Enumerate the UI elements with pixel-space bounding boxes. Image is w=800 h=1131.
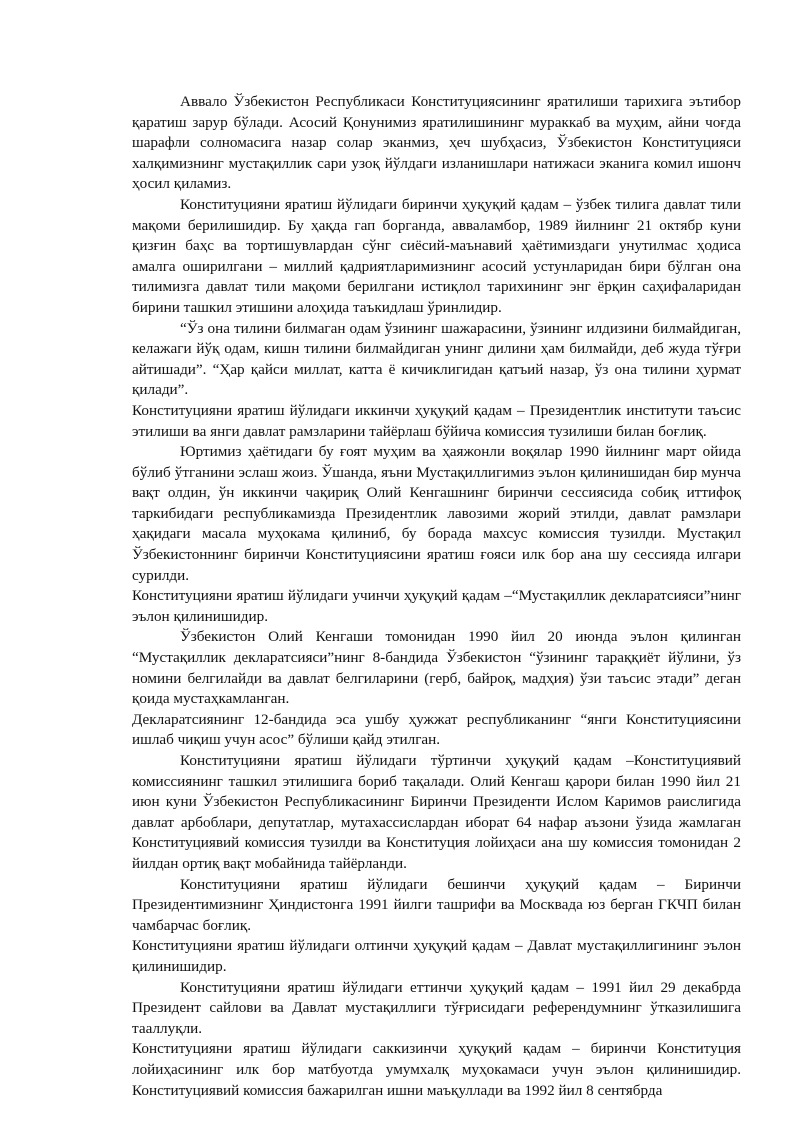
paragraph-1: Аввало Ўзбекистон Республикаси Конституциясининг яратилиши тарихига эътибор қаратиш зарур бўлади. Асосий Қонунимиз яратилишининг мураккаб ва муҳим, айни чоғда шарафли солномасига назар солар эканмиз, ҳеч шубҳасиз, Ўзбекистон Конституцияси халқимизнинг мустақиллик сари узоқ йўлдаги изланишлари натижаси эканига комил ишонч ҳосил қиламиз. <box>132 93 741 193</box>
paragraph-12: Конституцияни яратиш йўлидаги еттинчи ҳуқуқий қадам – 1991 йил 29 декабрда Президент сайлови ва Давлат мустақиллиги тўғрисидаги референдумнинг ўтказилишига тааллуқли. <box>132 978 741 1037</box>
paragraph-9: Конституцияни яратиш йўлидаги тўртинчи ҳуқуқий қадам –Конституциявий комиссиянинг ташкил этилишига бориб тақалади. Олий Кенгаш қарори билан 1990 йил 21 июн куни Ўзбекистон Республикасининг Биринчи Президенти Ислом Каримов раислигида давлат арбоблари, депутатлар, мутахассислардан иборат 64 нафар аъзони ўзида жамлаган Конституциявий комиссия тузилди ва Конституция лойиҳаси ана шу комиссия томонидан 2 йилдан ортиқ вақт мобайнида тайёрланди. <box>132 752 741 872</box>
paragraph-13: Конституцияни яратиш йўлидаги саккизинчи ҳуқуқий қадам – биринчи Конституция лойиҳасининг илк бор матбуотда умумхалқ муҳокамаси учун эълон қилинишидир. Конституциявий комиссия бажарилган ишни маъқуллади ва 1992 йил 8 сентябрда <box>132 1040 741 1099</box>
paragraph-8: Декларатсиянинг 12-бандида эса ушбу ҳужжат республиканинг “янги Конституциясини ишлаб чиқиш учун асос” бўлиши қайд этилган. <box>132 710 741 749</box>
paragraph-11: Конституцияни яратиш йўлидаги олтинчи ҳуқуқий қадам – Давлат мустақиллигининг эълон қилинишидир. <box>132 937 741 975</box>
paragraph-10: Конституцияни яратиш йўлидаги бешинчи ҳуқуқий қадам – Биринчи Президентимизнинг Ҳиндистонга 1991 йилги ташрифи ва Москвада юз берган ГКЧП билан чамбарчас боғлиқ. <box>132 875 741 934</box>
paragraph-4: Конституцияни яратиш йўлидаги иккинчи ҳуқуқий қадам – Президентлик институти таъсис этилиши ва янги давлат рамзларини тайёрлаш бўйича комиссия тузилиши билан боғлиқ. <box>132 401 741 440</box>
paragraph-2: Конституцияни яратиш йўлидаги биринчи ҳуқуқий қадам – ўзбек тилига давлат тили мақоми берилишидир. Бу ҳақда гап борганда, авваламбор, 1989 йилнинг 21 октябр куни қизғин баҳс ва тортишувлардан сўнг сиёсий-маънавий ҳаётимиздаги унутилмас ҳодиса амалга оширилгани – миллий қадриятларимизнинг асосий устунларидан бири бўлган она тилимизга давлат тили мақоми берилгани истиқлол тарихининг энг ёрқин саҳифаларидан бирини ташкил этишини алоҳида таъкидлаш ўринлидир. <box>132 195 741 316</box>
paragraph-5: Юртимиз ҳаётидаги бу ғоят муҳим ва ҳаяжонли воқялар 1990 йилнинг март ойида бўлиб ўтганини эслаш жоиз. Ўшанда, яъни Мустақиллигимиз эълон қилинишидан бир мунча вақт олдин, ўн иккинчи чақириқ Олий Кенгашнинг биринчи сессиясида собиқ иттифоқ таркибидаги республикамизда Президентлик лавозими жорий этилди, давлат рамзлари ҳақидаги масала муҳокама қилиниб, бу борада махсус комиссия тузилди. Мустақил Ўзбекистоннинг биринчи Конституциясини яратиш ғояси илк бор ана шу сессияда илгари сурилди. <box>132 443 741 584</box>
paragraph-6: Конституцияни яратиш йўлидаги учинчи ҳуқуқий қадам –“Мустақиллик декларатсияси”нинг эълон қилинишидир. <box>132 587 741 625</box>
document-page <box>132 92 741 1101</box>
paragraph-7: Ўзбекистон Олий Кенгаши томонидан 1990 йил 20 июнда эълон қилинган “Мустақиллик декларатсияси”нинг 8-бандида Ўзбекистон “ўзининг тараққиёт йўлини, ўз номини белгилайди ва давлат белгиларини (герб, байроқ, мадҳия) ўзи таъсис этади” деган қоида мустаҳкамланган. <box>132 628 741 708</box>
paragraph-3: “Ўз она тилини билмаган одам ўзининг шажарасини, ўзининг илдизини билмайдиган, келажаги йўқ одам, кишн тилини билмайдиган унинг дилини ҳам билмайди, деб жуда тўғри айтишади”. “Ҳар қайси миллат, катта ё кичиклигидан қатъий назар, ўз она тилини ҳурмат қилади”. <box>132 319 741 399</box>
